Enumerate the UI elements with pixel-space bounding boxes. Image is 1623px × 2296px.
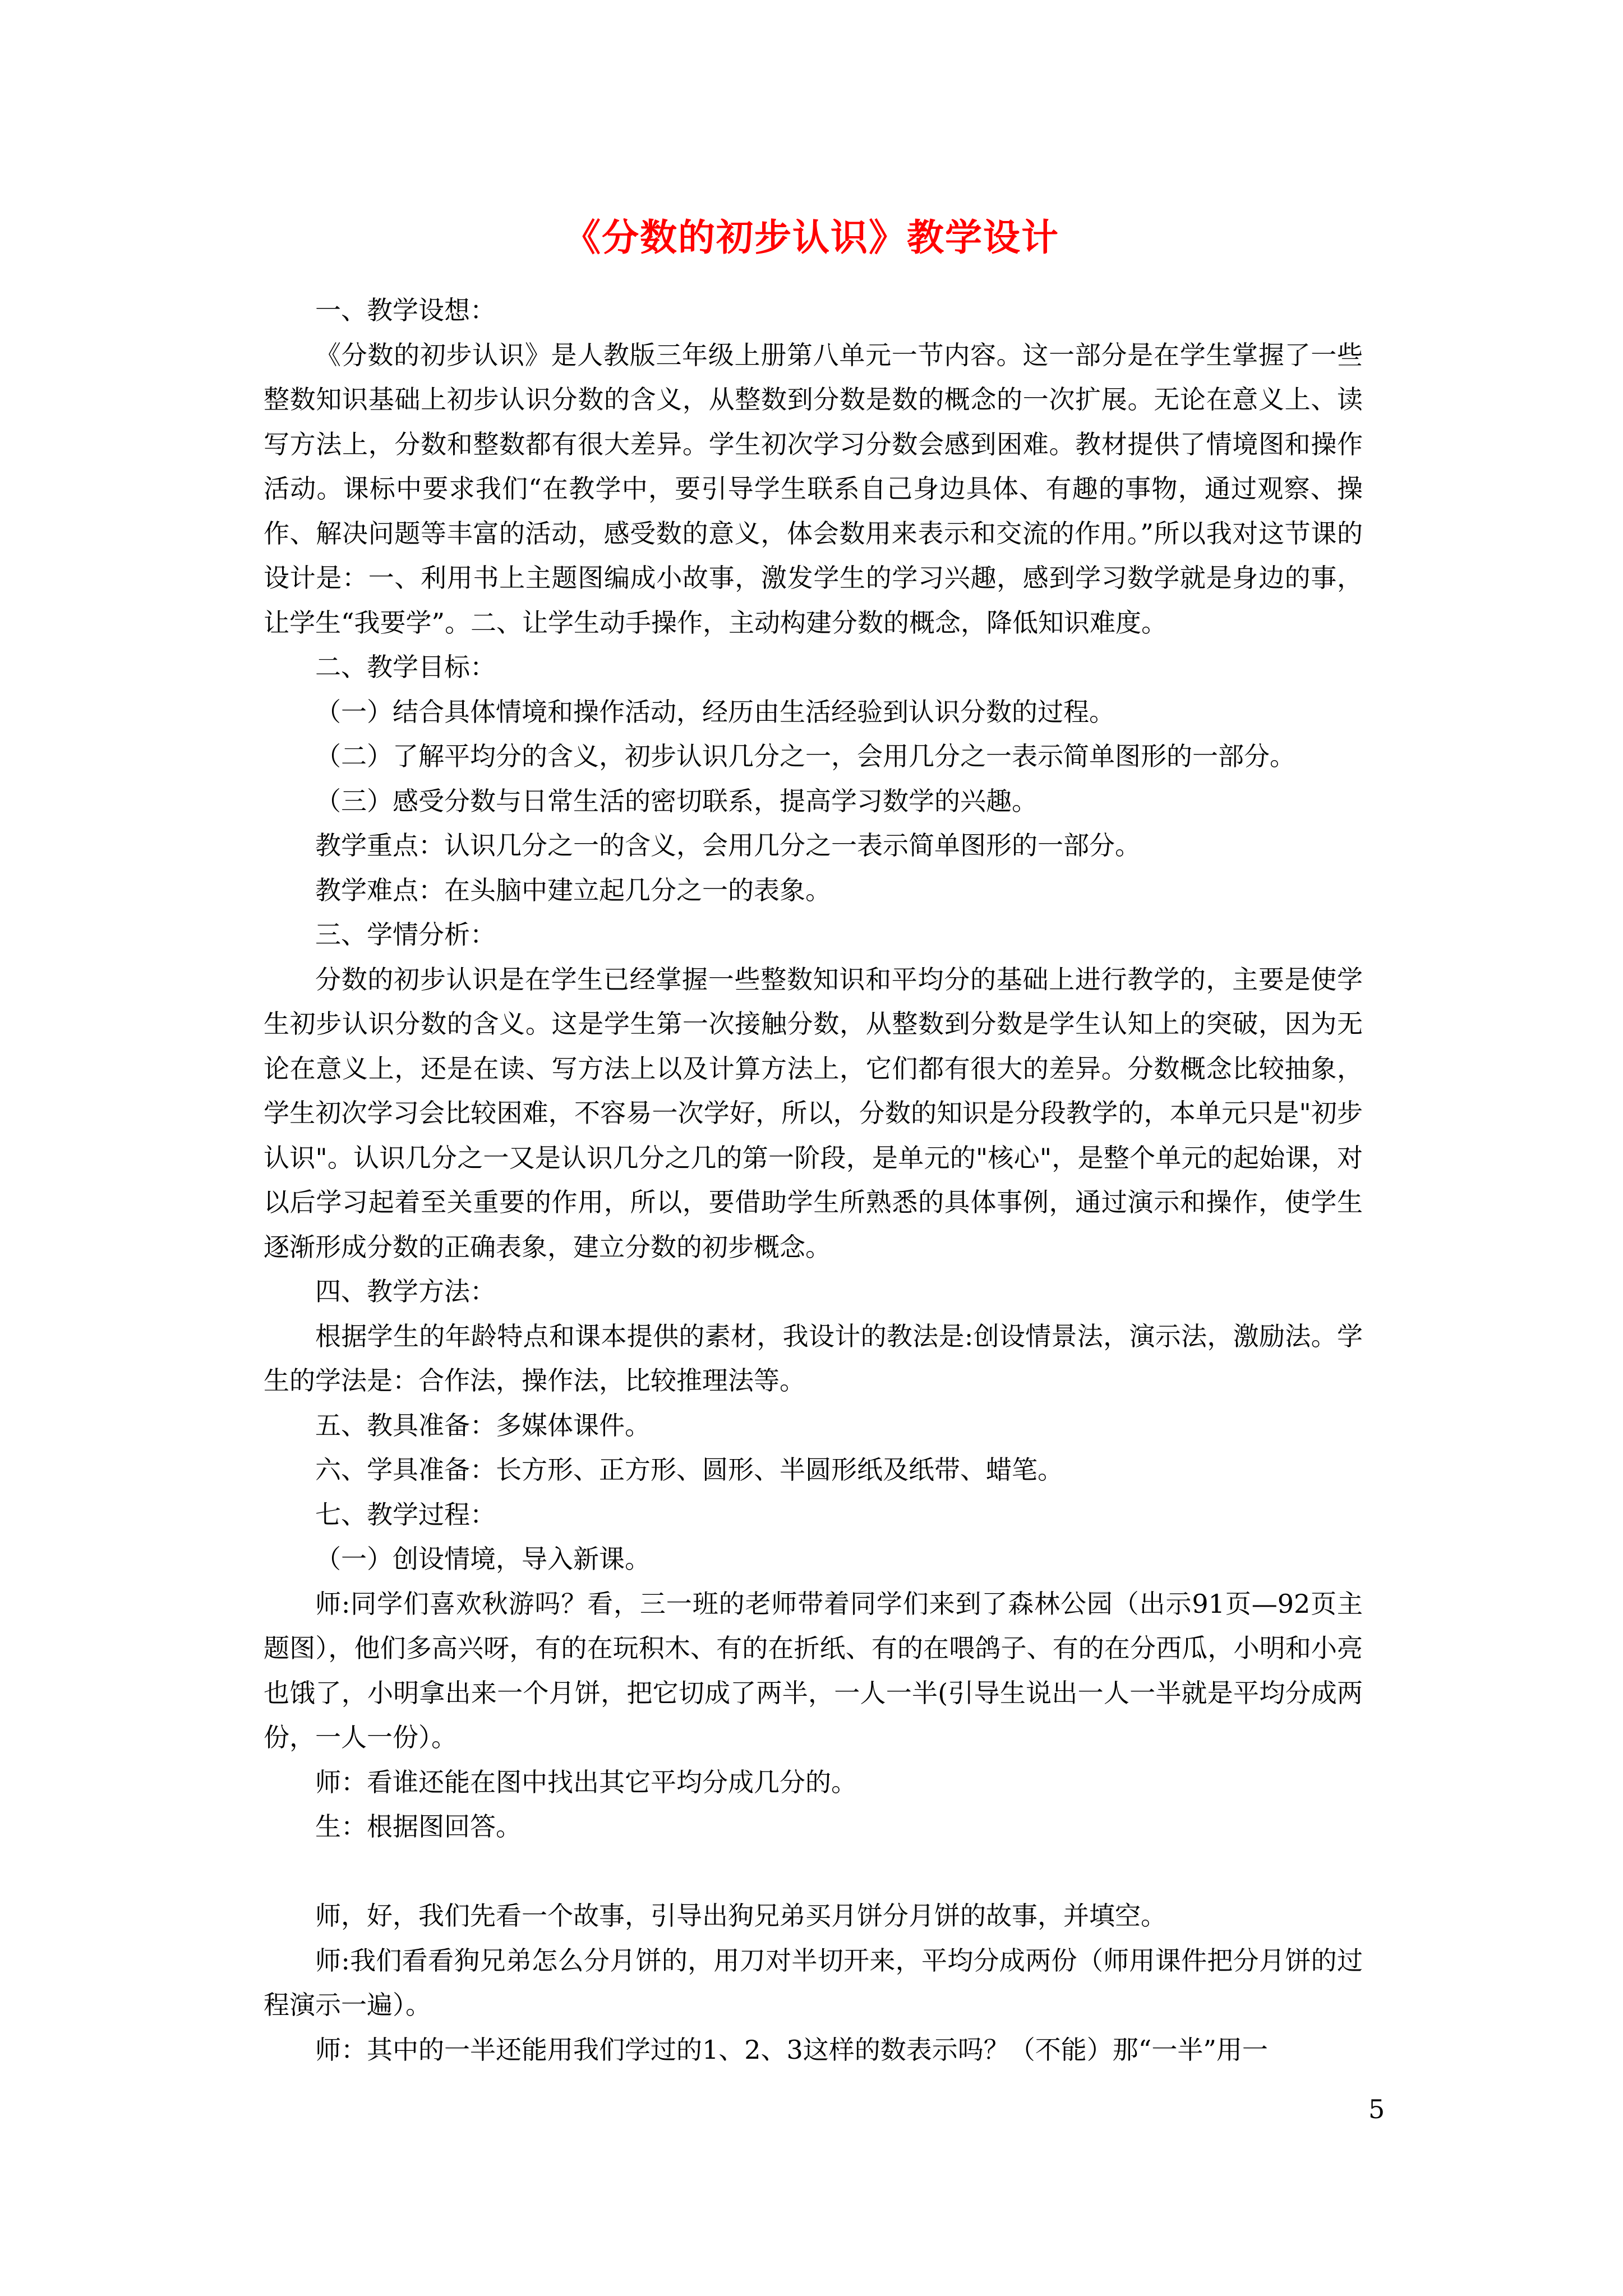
paragraph-methods: 根据学生的年龄特点和课本提供的素材，我设计的教法是:创设情景法，演示法，激励法。学生的学法是：合作法，操作法，比较推理法等。 <box>264 1320 1363 1396</box>
document-title: 《分数的初步认识》教学设计 <box>564 215 1059 259</box>
dialogue-teacher-2: 师：看谁还能在图中找出其它平均分成几分的。 <box>315 1766 857 1797</box>
teaching-aids: 五、教具准备：多媒体课件。 <box>315 1410 651 1441</box>
teaching-focus: 教学重点：认识几分之一的含义，会用几分之一表示简单图形的一部分。 <box>315 830 1141 861</box>
learning-aids: 六、学具准备：长方形、正方形、圆形、半圆形纸及纸带、蜡笔。 <box>315 1455 1063 1485</box>
section-heading-methods: 四、教学方法： <box>315 1276 496 1306</box>
section-heading-design: 一、教学设想： <box>315 295 496 325</box>
goal-item-1: （一）结合具体情境和操作活动，经历由生活经验到认识分数的过程。 <box>315 696 1115 727</box>
paragraph-design: 《分数的初步认识》是人教版三年级上册第八单元一节内容。这一部分是在学生掌握了一些整数知识基础上初步认识分数的含义，从整数到分数是数的概念的一次扩展。无论在意义上、读写方法上，分数和整数都有很大差异。学生初次学习分数会感到困难。教材提供了情境图和操作活动。课标中要求我们“在教学中，要引导学生联系自己身边具体、有趣的事物，通过观察、操作、解决问题等丰富的活动，感受数的意义，体会数用来表示和交流的作用。”所以我对这节课的设计是：一、利用书上主题图编成小故事，激发学生的学习兴趣，感到学习数学就是身边的事，让学生“我要学”。二、让学生动手操作，主动构建分数的概念，降低知识难度。 <box>264 339 1363 638</box>
document-body <box>264 288 1363 2072</box>
dialogue-teacher-1: 师:同学们喜欢秋游吗？看，三一班的老师带着同学们来到了森林公园（出示91页—92页主题图），他们多高兴呀，有的在玩积木、有的在折纸、有的在喂鸽子、有的在分西瓜，小明和小亮也饿了，小明拿出来一个月饼，把它切成了两半，一人一半(引导生说出一人一半就是平均分成两份，一人一份）。 <box>264 1588 1363 1752</box>
goal-item-3: （三）感受分数与日常生活的密切联系，提高学习数学的兴趣。 <box>315 785 1038 816</box>
paragraph-analysis: 分数的初步认识是在学生已经掌握一些整数知识和平均分的基础上进行教学的，主要是使学生初步认识分数的含义。这是学生第一次接触分数，从整数到分数是学生认知上的突破，因为无论在意义上，还是在读、写方法上以及计算方法上，它们都有很大的差异。分数概念比较抽象，学生初次学习会比较困难，不容易一次学好，所以，分数的知识是分段教学的，本单元只是"初步认识"。认识几分之一又是认识几分之几的第一阶段，是单元的"核心"，是整个单元的起始课，对以后学习起着至关重要的作用，所以，要借助学生所熟悉的具体事例，通过演示和操作，使学生逐渐形成分数的正确表象，建立分数的初步概念。 <box>264 964 1363 1262</box>
teaching-difficulty: 教学难点：在头脑中建立起几分之一的表象。 <box>315 875 831 905</box>
process-step-1: （一）创设情境，导入新课。 <box>315 1544 651 1574</box>
goal-item-2: （二）了解平均分的含义，初步认识几分之一，会用几分之一表示简单图形的一部分。 <box>315 741 1295 771</box>
page-number: 5 <box>1368 2094 1385 2124</box>
blank-line <box>264 1849 1363 1894</box>
dialogue-teacher-3: 师，好，我们先看一个故事，引导出狗兄弟买月饼分月饼的故事，并填空。 <box>315 1901 1166 1931</box>
section-heading-goals: 二、教学目标： <box>315 652 496 682</box>
dialogue-teacher-4: 师:我们看看狗兄弟怎么分月饼的，用刀对半切开来，平均分成两份（师用课件把分月饼的过程演示一遍）。 <box>264 1945 1363 2020</box>
dialogue-student-1: 生：根据图回答。 <box>315 1811 522 1842</box>
section-heading-process: 七、教学过程： <box>315 1499 496 1530</box>
dialogue-teacher-5: 师：其中的一半还能用我们学过的1、2、3这样的数表示吗？（不能）那“一半”用一 <box>315 2034 1268 2065</box>
section-heading-analysis: 三、学情分析： <box>315 919 496 950</box>
